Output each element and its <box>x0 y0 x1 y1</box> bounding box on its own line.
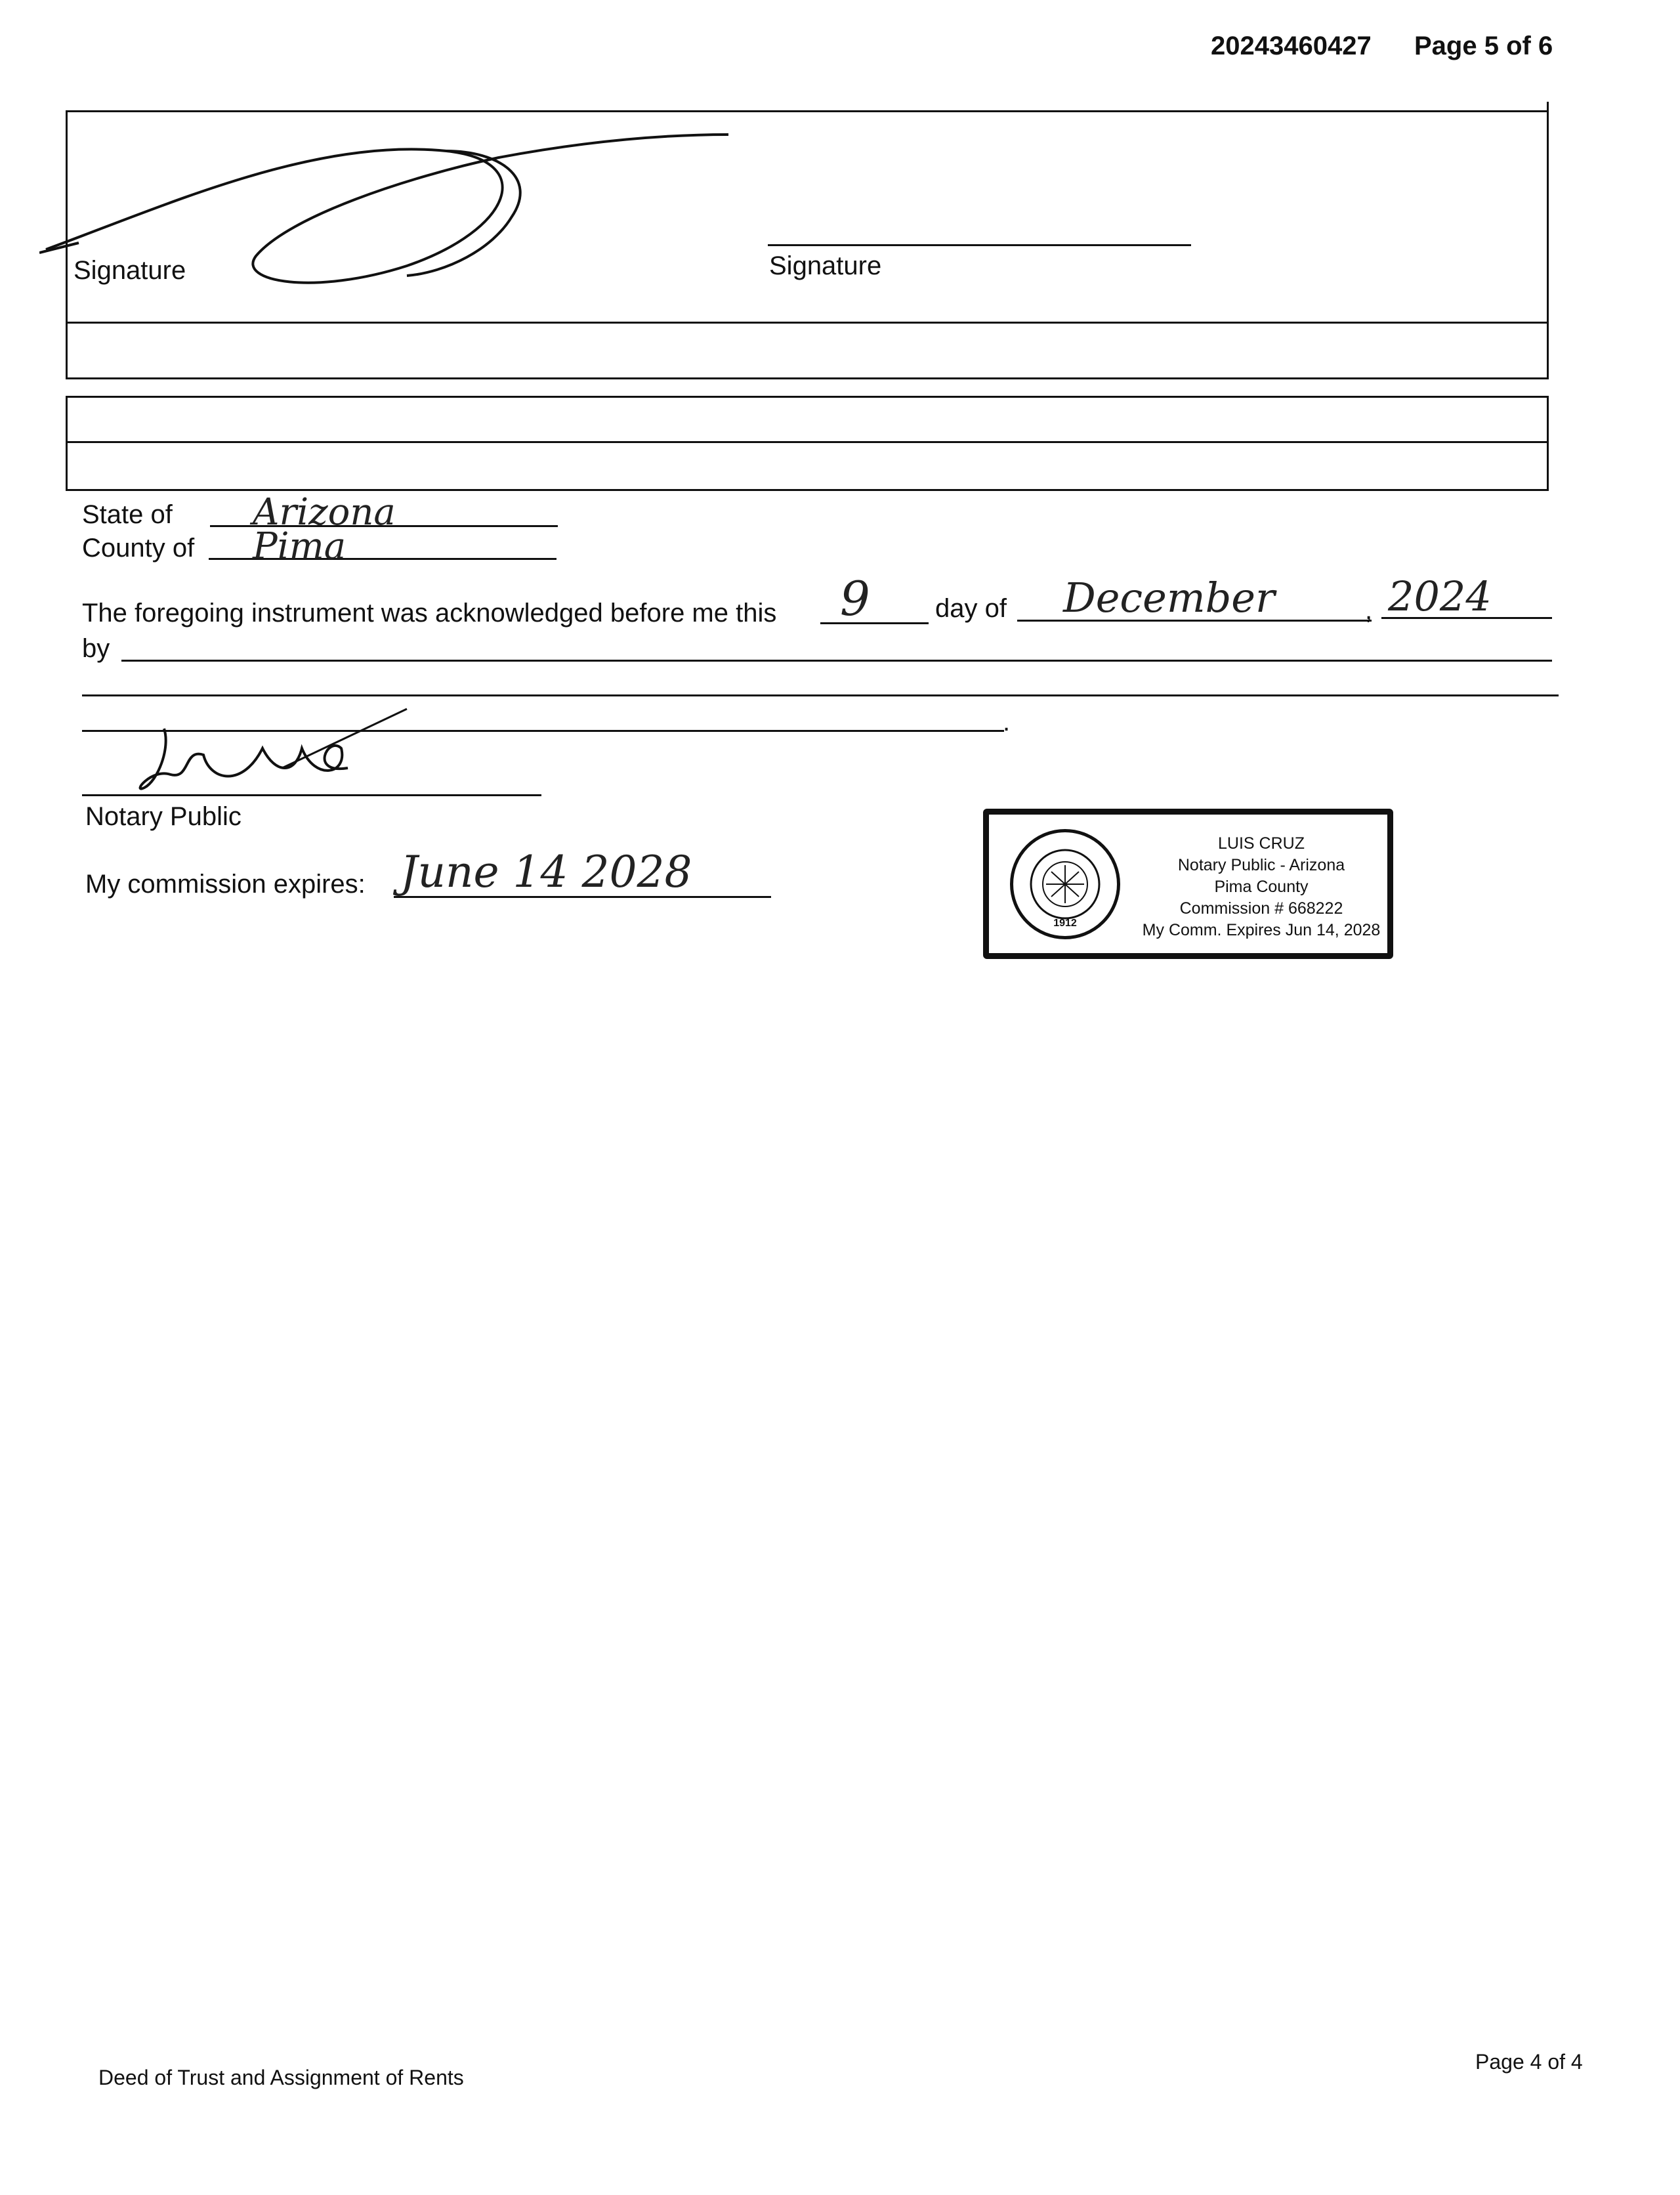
record-number: 20243460427 <box>1211 32 1372 60</box>
day-of-label: day of <box>935 594 1007 623</box>
notary-signature-line <box>82 794 541 796</box>
month-value: December <box>1063 574 1275 622</box>
year-value: 2024 <box>1388 572 1492 620</box>
commission-label: My commission expires: <box>85 870 366 899</box>
notary-signature <box>131 696 420 807</box>
seal-year: 1912 <box>1053 918 1077 929</box>
acknowledgment-sentence: The foregoing instrument was acknowledged before me this <box>82 599 777 628</box>
by-label: by <box>82 634 110 663</box>
stamp-commission: Commission # 668222 <box>1179 899 1343 918</box>
state-seal-icon <box>1010 829 1120 939</box>
stamp-name: LUIS CRUZ <box>1218 834 1305 853</box>
page-indicator: Page 5 of 6 <box>1414 32 1553 60</box>
day-value: 9 <box>840 571 870 626</box>
signature-line-right <box>768 244 1191 246</box>
county-label: County of <box>82 534 195 563</box>
signature-label-left: Signature <box>74 256 186 285</box>
notary-public-label: Notary Public <box>85 802 242 831</box>
stamp-text <box>1130 833 1393 941</box>
state-value: Arizona <box>253 491 396 534</box>
stamp-title: Notary Public - Arizona <box>1177 856 1345 874</box>
signature-label-right: Signature <box>769 251 882 280</box>
state-label: State of <box>82 500 173 529</box>
comma: , <box>1365 596 1373 625</box>
day-line <box>820 622 929 624</box>
by-line <box>121 660 1552 662</box>
footer-document-title: Deed of Trust and Assignment of Rents <box>98 2066 464 2089</box>
county-value: Pima <box>253 525 346 568</box>
period: . <box>1003 708 1011 736</box>
commission-value: June 14 2028 <box>400 847 692 897</box>
stamp-expires: My Comm. Expires Jun 14, 2028 <box>1142 921 1381 939</box>
footer-page-label: Page 4 of 4 <box>1475 2050 1583 2074</box>
stamp-county: Pima County <box>1214 878 1309 896</box>
notary-stamp <box>983 809 1393 959</box>
